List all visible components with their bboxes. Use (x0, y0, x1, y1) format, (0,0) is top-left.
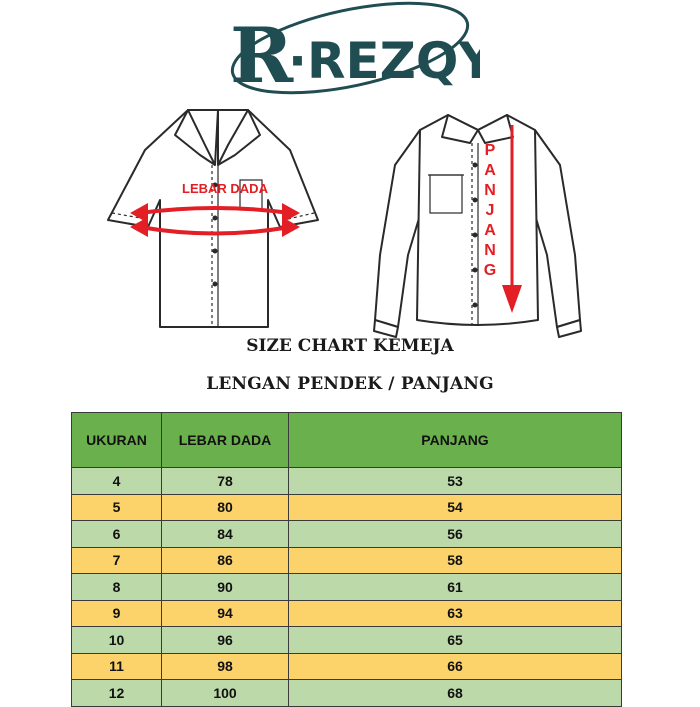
table-row (72, 680, 622, 707)
cell-panjang: 63 (289, 600, 622, 627)
cell-panjang: 68 (289, 680, 622, 707)
table-row (72, 521, 622, 548)
cell-ukuran: 10 (72, 627, 162, 654)
cell-lebar-dada: 100 (162, 680, 289, 707)
panjang-letter: N (484, 242, 496, 259)
svg-text:R: R (230, 11, 294, 100)
cell-lebar-dada: 86 (162, 547, 289, 574)
panjang-letter: A (484, 222, 496, 239)
brand-logo-graphic (220, 0, 480, 100)
cell-lebar-dada: 80 (162, 494, 289, 521)
cell-lebar-dada: 90 (162, 574, 289, 601)
brand-logo (220, 0, 480, 100)
page-title: SIZE CHART KEMEJA (246, 336, 454, 356)
cell-panjang: 56 (289, 521, 622, 548)
cell-lebar-dada: 84 (162, 521, 289, 548)
table-row (72, 600, 622, 627)
panjang-letter: G (483, 262, 497, 279)
cell-ukuran: 4 (72, 468, 162, 495)
panjang-vertical-label (484, 142, 496, 279)
panjang-letter: P (484, 142, 496, 159)
table-row (72, 627, 622, 654)
cell-ukuran: 9 (72, 600, 162, 627)
svg-text:·REZQY: ·REZQY (288, 32, 480, 90)
size-chart-table (71, 412, 622, 707)
page-subtitle: LENGAN PENDEK / PANJANG (206, 374, 494, 394)
short-sleeve-shirt-illustration (100, 105, 335, 340)
panjang-letter: A (484, 162, 496, 179)
cell-ukuran: 8 (72, 574, 162, 601)
column-header-panjang: PANJANG (289, 413, 622, 468)
cell-ukuran: 11 (72, 653, 162, 680)
table-header-row (72, 413, 622, 468)
cell-panjang: 66 (289, 653, 622, 680)
long-sleeve-shirt-illustration (370, 105, 585, 340)
cell-ukuran: 7 (72, 547, 162, 574)
cell-panjang: 53 (289, 468, 622, 495)
cell-ukuran: 5 (72, 494, 162, 521)
cell-lebar-dada: 94 (162, 600, 289, 627)
table-row (72, 653, 622, 680)
panjang-letter: N (484, 182, 496, 199)
cell-ukuran: 6 (72, 521, 162, 548)
cell-lebar-dada: 78 (162, 468, 289, 495)
cell-panjang: 61 (289, 574, 622, 601)
cell-ukuran: 12 (72, 680, 162, 707)
cell-panjang: 58 (289, 547, 622, 574)
panjang-letter: J (485, 202, 495, 219)
cell-lebar-dada: 98 (162, 653, 289, 680)
table-row (72, 574, 622, 601)
column-header-lebar-dada: LEBAR DADA (162, 413, 289, 468)
cell-panjang: 54 (289, 494, 622, 521)
long-sleeve-shirt-icon (370, 105, 585, 340)
lebar-dada-label: LEBAR DADA (182, 181, 268, 196)
table-row (72, 494, 622, 521)
short-sleeve-shirt-icon (100, 105, 335, 340)
cell-panjang: 65 (289, 627, 622, 654)
table-row (72, 547, 622, 574)
table-row (72, 468, 622, 495)
column-header-ukuran: UKURAN (72, 413, 162, 468)
cell-lebar-dada: 96 (162, 627, 289, 654)
